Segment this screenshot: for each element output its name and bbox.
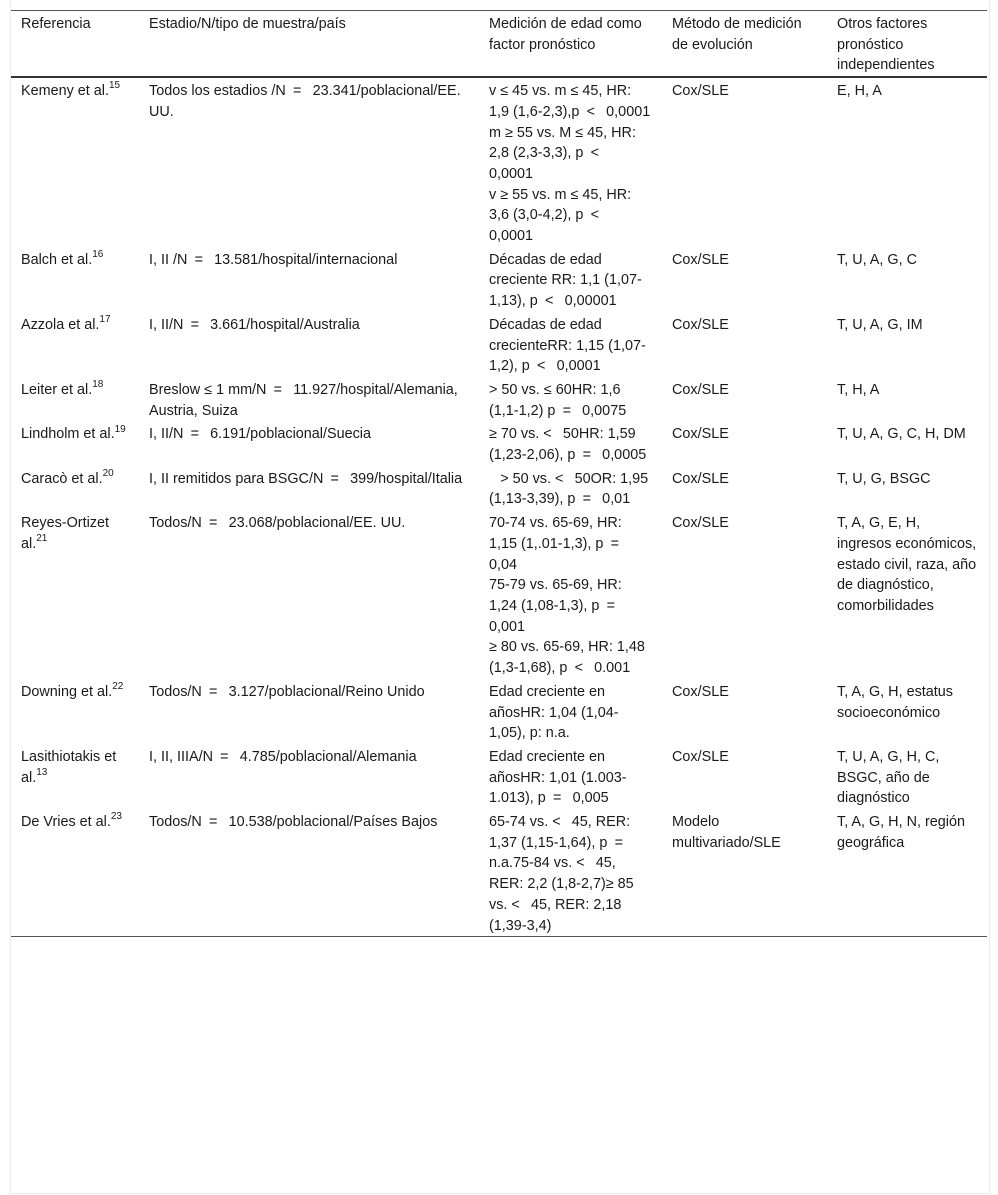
cell-referencia [11, 312, 139, 377]
cell-metodo: Cox/SLE [672, 316, 729, 333]
cell-referencia [11, 809, 139, 937]
table-body [11, 77, 987, 937]
cell-estadio: Todos/N = 23.068/poblacional/EE. UU. [149, 515, 406, 532]
ref-text: Kemeny et al. [21, 83, 109, 100]
measure-line: Edad creciente en añosHR: 1,01 (1.003-1.013), p = 0,005 [489, 748, 627, 807]
table-header [11, 11, 987, 78]
cell-medicion [479, 77, 662, 247]
cell-medicion [479, 744, 662, 809]
measure-line: 70-74 vs. 65-69, HR: 1,15 (1,.01-1,3), p = 0,04 [489, 515, 627, 573]
header-otros-factores: Otros factores pronóstico independientes [837, 16, 935, 74]
cell-referencia [11, 466, 139, 510]
ref-citation: 20 [102, 467, 114, 479]
cell-referencia [11, 377, 139, 421]
cell-otros: T, U, A, G, H, C, BSGC, año de diagnóstico [837, 748, 940, 807]
cell-estadio: I, II /N = 13.581/hospital/internacional [149, 251, 398, 268]
cell-referencia [11, 744, 139, 809]
ref-text: Lindholm et al. [21, 426, 115, 443]
ref-citation: 18 [92, 379, 104, 391]
cell-otros: T, A, G, H, estatus socioeconómico [837, 683, 953, 721]
cell-metodo: Modelo multivariado/SLE [672, 814, 781, 851]
cell-otros: E, H, A [837, 83, 882, 100]
table-row [11, 312, 987, 377]
table-row [11, 679, 987, 744]
table-row [11, 510, 987, 679]
table-row [11, 377, 987, 421]
cell-otros: T, U, A, G, IM [837, 316, 923, 333]
ref-citation: 23 [110, 811, 122, 823]
cell-referencia [11, 679, 139, 744]
measure-line: 65-74 vs. < 45, RER: 1,37 (1,15-1,64), p = n.a.75-84 vs. < 45, RER: 2,2 (1,8-2,7)≥ 85 vs. < 45, RER: 2,18 (1,39-3,4) [489, 814, 634, 934]
ref-citation: 16 [92, 248, 104, 260]
age-prognosis-table [11, 10, 987, 937]
measure-line: ≥ 70 vs. < 50HR: 1,59 (1,23-2,06), p = 0,0005 [489, 426, 647, 464]
cell-otros: T, U, A, G, C [837, 251, 917, 268]
cell-medicion [479, 679, 662, 744]
cell-medicion [479, 466, 662, 510]
ref-citation: 19 [114, 423, 126, 435]
table-row [11, 809, 987, 937]
cell-estadio: Todos/N = 3.127/poblacional/Reino Unido [149, 683, 425, 700]
ref-text: Lasithiotakis et al. [21, 748, 117, 786]
cell-estadio: Todos los estadios /N = 23.341/poblacional/EE. UU. [149, 83, 461, 120]
ref-citation: 17 [99, 314, 111, 326]
ref-text: Balch et al. [21, 251, 93, 268]
cell-otros: T, U, G, BSGC [837, 470, 931, 487]
cell-medicion [479, 421, 662, 465]
cell-metodo: Cox/SLE [672, 515, 729, 532]
cell-medicion [479, 377, 662, 421]
cell-estadio: I, II, IIIA/N = 4.785/poblacional/Alemania [149, 748, 417, 765]
ref-text: Reyes-Ortizet al. [21, 515, 109, 552]
cell-referencia [11, 510, 139, 679]
header-row [11, 11, 987, 78]
cell-medicion [479, 510, 662, 679]
cell-referencia [11, 247, 139, 312]
ref-text: Leiter et al. [21, 381, 93, 398]
measure-line: > 50 vs. ≤ 60HR: 1,6 (1,1-1,2) p = 0,0075 [489, 381, 627, 419]
cell-referencia [11, 421, 139, 465]
measure-line: > 50 vs. < 50OR: 1,95 (1,13-3,39), p = 0,01 [489, 470, 649, 508]
cell-metodo: Cox/SLE [672, 470, 729, 487]
measure-line: v ≤ 45 vs. m ≤ 45, HR: 1,9 (1,6-2,3),p < 0,0001 [489, 83, 651, 120]
cell-metodo: Cox/SLE [672, 683, 729, 700]
cell-medicion [479, 247, 662, 312]
table-row [11, 421, 987, 465]
measure-line: 75-79 vs. 65-69, HR: 1,24 (1,08-1,3), p = 0,001 [489, 577, 623, 635]
ref-citation: 13 [36, 766, 48, 778]
header-referencia: Referencia [21, 16, 91, 32]
cell-estadio: I, II/N = 3.661/hospital/Australia [149, 316, 360, 333]
cell-medicion [479, 809, 662, 937]
ref-citation: 21 [36, 533, 48, 545]
ref-citation: 22 [112, 681, 124, 692]
header-estadio: Estadio/N/tipo de muestra/país [149, 16, 346, 32]
table-row [11, 466, 987, 510]
cell-referencia [11, 77, 139, 247]
ref-citation: 15 [109, 80, 121, 92]
measure-line: ≥ 80 vs. 65-69, HR: 1,48 (1,3-1,68), p < 0.001 [489, 639, 645, 677]
cell-estadio: Todos/N = 10.538/poblacional/Países Bajos [149, 814, 438, 831]
cell-metodo: Cox/SLE [672, 381, 729, 398]
cell-otros: T, A, G, H, N, región geográfica [837, 814, 965, 851]
cell-otros: T, A, G, E, H, ingresos económicos, estado civil, raza, año de diagnóstico, comorbilidades [837, 515, 977, 614]
cell-metodo: Cox/SLE [672, 748, 729, 765]
cell-estadio: Breslow ≤ 1 mm/N = 11.927/hospital/Alemania, Austria, Suiza [149, 381, 458, 419]
cell-metodo: Cox/SLE [672, 83, 729, 100]
ref-text: Caracò et al. [21, 470, 103, 487]
ref-text: De Vries et al. [21, 814, 111, 831]
table-row [11, 77, 987, 247]
measure-line: m ≥ 55 vs. M ≤ 45, HR: 2,8 (2,3-3,3), p < 0,0001 [489, 124, 636, 182]
ref-text: Azzola et al. [21, 316, 100, 333]
cell-metodo: Cox/SLE [672, 426, 729, 443]
table-row [11, 247, 987, 312]
measure-line: Décadas de edad creciente RR: 1,1 (1,07-1,13), p < 0,00001 [489, 251, 642, 310]
measure-line: Edad creciente en añosHR: 1,04 (1,04-1,05), p: n.a. [489, 683, 619, 742]
cell-medicion [479, 312, 662, 377]
cell-estadio: I, II/N = 6.191/poblacional/Suecia [149, 426, 371, 443]
cell-estadio: I, II remitidos para BSGC/N = 399/hospital/Italia [149, 470, 463, 487]
cell-metodo: Cox/SLE [672, 251, 729, 268]
measure-line: Décadas de edad crecienteRR: 1,15 (1,07-1,2), p < 0,0001 [489, 316, 646, 375]
cell-otros: T, U, A, G, C, H, DM [837, 426, 966, 443]
header-metodo: Método de medición de evolución [672, 16, 802, 53]
ref-text: Downing et al. [21, 683, 113, 700]
cell-otros: T, H, A [837, 381, 880, 398]
measure-line: v ≥ 55 vs. m ≤ 45, HR: 3,6 (3,0-4,2), p < 0,0001 [489, 186, 632, 245]
table-row [11, 744, 987, 809]
header-medicion: Medición de edad como factor pronóstico [489, 16, 642, 53]
